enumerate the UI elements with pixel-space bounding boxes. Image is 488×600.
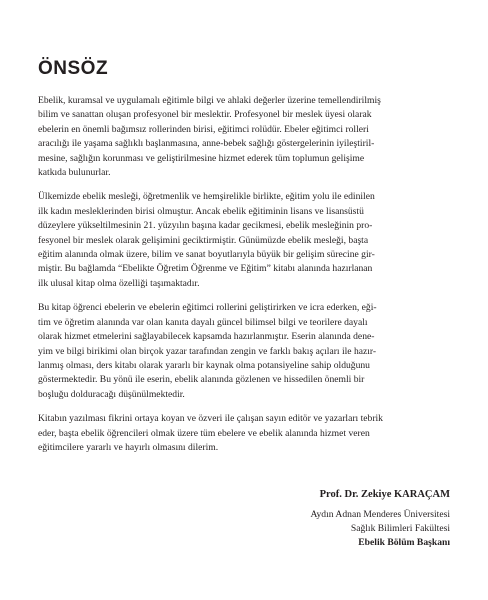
text-line: boşluğu dolduracağı düşünülmektedir. — [38, 388, 185, 400]
text-line: Ebelik, kuramsal ve uygulamalı eğitimle bilgi ve ahlaki değerler üzerine temellendirilmiş — [38, 95, 381, 106]
text-line: ilk kadın mesleklerinden birisi olmuştur. Ancak ebelik eğitiminin lisans ve lisansüstü — [38, 205, 364, 217]
page-title: ÖNSÖZ — [38, 58, 109, 79]
text-line: mesine, sağlığın korunması ve geliştirilmesine hizmet ederek tüm toplumun gelişime — [38, 152, 365, 164]
paragraph-3 — [38, 301, 448, 402]
text-line: fesyonel bir meslek olarak gelişimini geciktirmiştir. Günümüzde ebelik mesleği, başta — [38, 234, 369, 246]
text-line: katkıda bulunurlar. — [38, 167, 111, 179]
paragraph-2 — [38, 190, 448, 291]
text-line: tim ve öğretim alanında var olan kanıta dayalı güncel bilimsel bilgi ve teorilere dayalı — [38, 316, 368, 328]
author-university: Aydın Adnan Menderes Üniversitesi — [310, 509, 450, 520]
paragraph-4 — [38, 412, 448, 455]
text-line: ilk ulusal kitap olma özelliği taşımaktadır. — [38, 277, 200, 289]
author-faculty: Sağlık Bilimleri Fakültesi — [350, 523, 450, 534]
author-position: Ebelik Bölüm Başkanı — [358, 537, 450, 548]
text-line: eğitim alanında olmak üzere, bilim ve sanat boyutlarıyla büyük bir gelişim sürecine gir- — [38, 249, 375, 261]
text-line: miştir. Bu bağlamda “Ebelikte Öğretim Öğrenme ve Eğitim” kitabı alanında hazırlanan — [38, 263, 373, 275]
text-line: Ülkemizde ebelik mesleği, öğretmenlik ve hemşirelikle birlikte, eğitim yolu ile edinilen — [38, 191, 375, 203]
text-line: eder, başta ebelik öğrencileri olmak üzere tüm ebelere ve ebelik alanında hizmet veren — [38, 427, 370, 439]
text-line: yim ve bilgi birikimi olan birçok yazar tarafından zengin ve farklı bakış açıları ile hazır- — [38, 345, 377, 357]
author-name: Prof. Dr. Zekiye KARAÇAM — [319, 489, 450, 500]
text-line: ebelerin en önemli bağımsız rollerinden birisi, eğitimci rolüdür. Ebeler eğitimci rolleri — [38, 123, 369, 135]
text-line: bilim ve sanattan oluşan profesyonel bir meslektir. Profesyonel bir meslek üyesi olarak — [38, 109, 372, 121]
preface-page — [38, 58, 448, 465]
text-line: eğitimcilere yararlı ve hayırlı olmasını dilerim. — [38, 441, 219, 453]
text-line: aracılığı ile yaşama sağlıklı başlanmasına, anne-bebek sağlığı göstergelerinin iyileştiril- — [38, 138, 375, 150]
text-line: lanmış olması, ders kitabı olarak yararlı bir kaynak olma potansiyeline sahip olduğunu — [38, 359, 370, 371]
text-line: düzeylere yükseltilmesinin 21. yüzyılın başına kadar gecikmesi, ebelik mesleğinin pro- — [38, 220, 373, 232]
text-line: Bu kitap öğrenci ebelerin ve ebelerin eğitimci rollerini geliştirirken ve icra ederken, eği- — [38, 302, 377, 314]
signature-block — [310, 488, 450, 550]
text-line: göstermektedir. Bu yönü ile eserin, ebelik alanında gözlenen ve hissedilen önemli bir — [38, 374, 365, 386]
text-line: Kitabın yazılması fikrini ortaya koyan ve özveri ile çalışan sayın editör ve yazarları tebrik — [38, 413, 383, 425]
paragraph-1 — [38, 94, 448, 180]
text-line: olarak hizmet etmelerini sağlayabilecek kapsamda hazırlanmıştır. Eserin alanında dene- — [38, 331, 375, 343]
